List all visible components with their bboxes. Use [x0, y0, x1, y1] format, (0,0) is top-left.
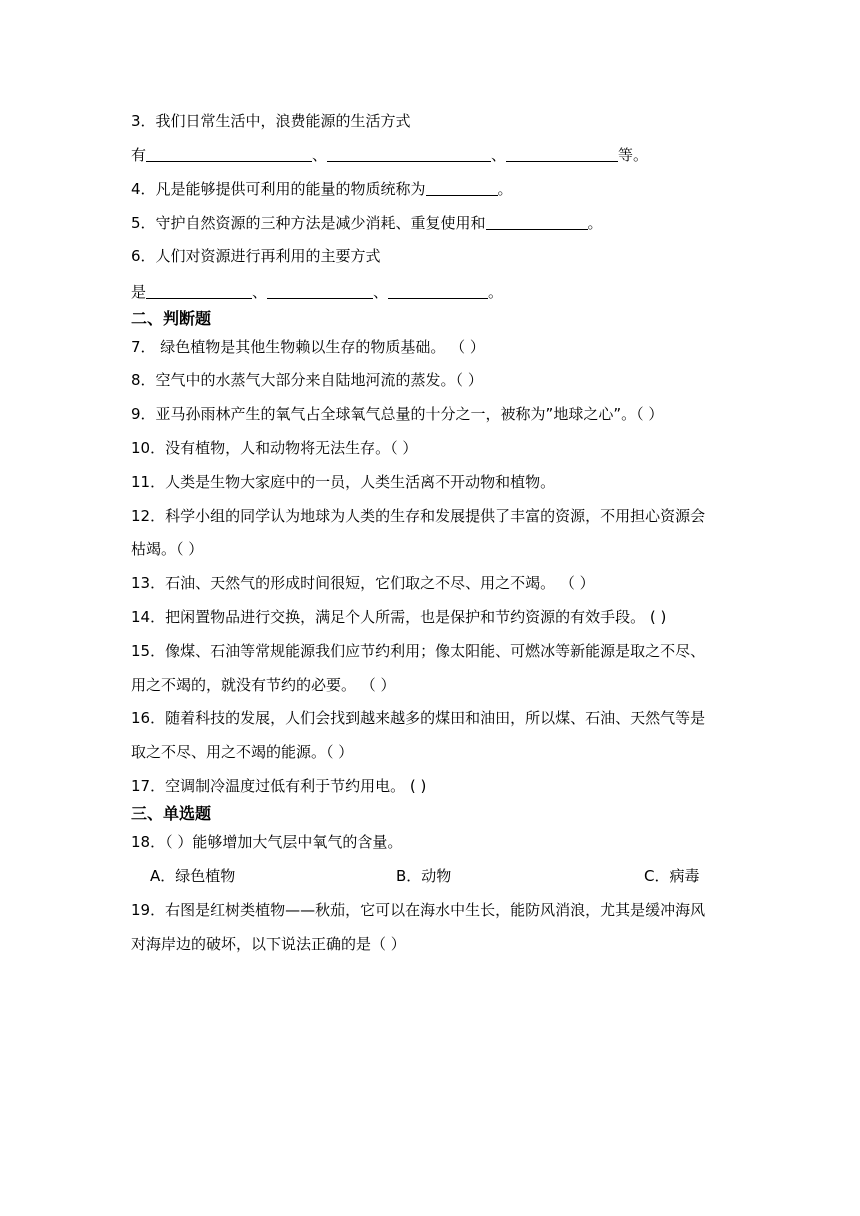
section-heading-single-choice: 三、单选题	[131, 804, 212, 823]
option-b[interactable]: B．动物	[396, 867, 452, 885]
question-13: 13．石油、天然气的形成时间很短，它们取之不尽、用之不竭。 （ ）	[131, 574, 595, 592]
question-6-line-2	[131, 281, 741, 303]
answer-blank[interactable]	[506, 145, 618, 162]
question-5-suffix: 。	[587, 214, 603, 232]
question-19-line-2: 对海岸边的破坏，以下说法正确的是（ ）	[131, 935, 406, 953]
separator: 、	[373, 283, 389, 301]
separator: 、	[491, 146, 507, 164]
option-a[interactable]: A．绿色植物	[150, 867, 236, 885]
separator: 、	[312, 146, 328, 164]
option-c[interactable]: C．病毒	[644, 867, 700, 885]
question-12-line-1: 12．科学小组的同学认为地球为人类的生存和发展提供了丰富的资源，不用担心资源会	[131, 507, 706, 525]
section-heading-judgment: 二、判断题	[131, 309, 212, 328]
question-9: 9．亚马孙雨林产生的氧气占全球氧气总量的十分之一，被称为”地球之心”。（ ）	[131, 405, 664, 423]
question-5	[131, 212, 741, 234]
question-12-line-2: 枯竭。（ ）	[131, 540, 204, 558]
answer-blank[interactable]	[146, 145, 312, 162]
question-16-line-1: 16．随着科技的发展，人们会找到越来越多的煤田和油田，所以煤、石油、天然气等是	[131, 709, 706, 727]
question-6-text: 6．人们对资源进行再利用的主要方式	[131, 247, 381, 265]
question-17: 17．空调制冷温度过低有利于节约用电。 ( )	[131, 777, 427, 795]
question-19-line-1: 19．右图是红树类植物——秋茄，它可以在海水中生长，能防风消浪，尤其是缓冲海风	[131, 901, 706, 919]
question-14: 14．把闲置物品进行交换，满足个人所需，也是保护和节约资源的有效手段。 ( )	[131, 608, 667, 626]
question-3-prefix: 有	[131, 146, 147, 164]
question-4-suffix: 。	[497, 180, 513, 198]
answer-blank[interactable]	[327, 145, 491, 162]
answer-blank[interactable]	[426, 179, 498, 196]
question-10: 10．没有植物，人和动物将无法生存。（ ）	[131, 439, 418, 457]
question-15-line-1: 15．像煤、石油等常规能源我们应节约利用；像太阳能、可燃冰等新能源是取之不尽、	[131, 642, 706, 660]
question-18: 18．（ ）能够增加大气层中氧气的含量。	[131, 833, 403, 851]
question-15-line-2: 用之不竭的，就没有节约的必要。 （ ）	[131, 676, 396, 694]
question-6-prefix: 是	[131, 283, 147, 301]
answer-blank[interactable]	[486, 213, 588, 230]
question-16-line-2: 取之不尽、用之不竭的能源。（ ）	[131, 743, 354, 761]
question-4-text: 4．凡是能够提供可利用的能量的物质统称为	[131, 180, 426, 198]
question-3-line-2	[131, 144, 741, 166]
question-8: 8．空气中的水蒸气大部分来自陆地河流的蒸发。（ ）	[131, 371, 483, 389]
question-5-text: 5．守护自然资源的三种方法是减少消耗、重复使用和	[131, 214, 486, 232]
question-3-suffix: 等。	[618, 146, 649, 164]
question-3-text: 3．我们日常生活中，浪费能源的生活方式	[131, 112, 411, 130]
question-6-suffix: 。	[488, 283, 504, 301]
question-3-line-1	[131, 110, 741, 132]
answer-blank[interactable]	[146, 282, 252, 299]
question-4	[131, 178, 741, 200]
question-7: 7． 绿色植物是其他生物赖以生存的物质基础。 （ ）	[131, 338, 485, 356]
question-6-line-1	[131, 245, 741, 267]
question-11: 11．人类是生物大家庭中的一员，人类生活离不开动物和植物。	[131, 473, 556, 491]
answer-blank[interactable]	[388, 282, 488, 299]
separator: 、	[252, 283, 268, 301]
answer-blank[interactable]	[267, 282, 373, 299]
